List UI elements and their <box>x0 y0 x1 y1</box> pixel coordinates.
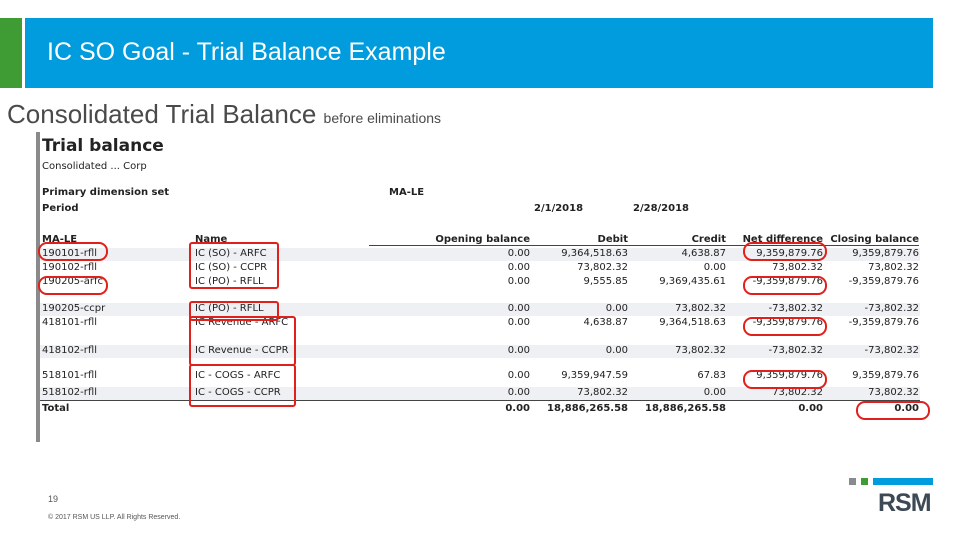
highlight-revenue-names <box>189 316 296 366</box>
row-opening: 0.00 <box>507 262 530 273</box>
row-account: 190205-ccpr <box>42 303 106 314</box>
row-closing: -9,359,879.76 <box>848 276 919 287</box>
col-header-closing: Closing balance <box>830 234 919 245</box>
row-credit: 73,802.32 <box>675 303 726 314</box>
period-end: 2/28/2018 <box>633 203 690 214</box>
title-band <box>25 18 933 88</box>
row-net: 9,359,879.76 <box>756 370 823 381</box>
col-header-credit: Credit <box>691 234 726 245</box>
row-net: -9,359,879.76 <box>752 276 823 287</box>
row-net: 73,802.32 <box>772 387 823 398</box>
highlight-account-190205 <box>38 276 108 295</box>
row-account: 418101-rfll <box>42 317 97 328</box>
row-closing: -9,359,879.76 <box>848 317 919 328</box>
row-credit: 4,638.87 <box>681 248 726 259</box>
copyright: © 2017 RSM US LLP. All Rights Reserved. <box>48 514 181 521</box>
report-company: Consolidated ... Corp <box>42 161 147 172</box>
rsm-logo <box>849 478 933 516</box>
col-header-net: Net difference <box>742 234 823 245</box>
highlight-net-row5 <box>743 317 827 336</box>
highlight-account-190101 <box>38 242 108 261</box>
row-account: 518101-rfll <box>42 370 97 381</box>
row-debit: 73,802.32 <box>577 262 628 273</box>
header-rule <box>369 245 919 246</box>
row-closing: 73,802.32 <box>868 262 919 273</box>
row-account: 418102-rfll <box>42 345 97 356</box>
row-account: 518102-rfll <box>42 387 97 398</box>
highlight-net-row1 <box>743 242 827 261</box>
subtitle-main: Consolidated Trial Balance <box>7 99 317 129</box>
row-credit: 67.83 <box>697 370 726 381</box>
total-label: Total <box>42 403 70 414</box>
row-debit: 4,638.87 <box>583 317 628 328</box>
logo-square-green <box>861 478 868 485</box>
row-net: -9,359,879.76 <box>752 317 823 328</box>
row-account: 190101-rfll <box>42 248 97 259</box>
row-opening: 0.00 <box>507 303 530 314</box>
col-header-name: Name <box>195 234 228 245</box>
row-name: IC (SO) - CCPR <box>195 262 268 273</box>
logo-bar-blue <box>873 478 933 485</box>
total-rule <box>40 400 920 401</box>
slide-title: IC SO Goal - Trial Balance Example <box>47 38 446 66</box>
row-credit: 0.00 <box>703 262 726 273</box>
col-header-debit: Debit <box>597 234 628 245</box>
highlight-cogs-names <box>189 364 296 407</box>
total-net: 0.00 <box>798 403 823 414</box>
row-debit: 0.00 <box>605 303 628 314</box>
slide-subtitle <box>7 99 441 130</box>
col-header-account: MA-LE <box>42 234 78 245</box>
row-name: IC (SO) - ARFC <box>195 248 267 259</box>
row-name: IC Revenue - ARFC <box>195 317 289 328</box>
subtitle-note: before eliminations <box>323 110 442 126</box>
highlight-net-row7 <box>743 370 827 389</box>
row-closing: 9,359,879.76 <box>852 248 919 259</box>
page-number: 19 <box>48 494 59 504</box>
period-label: Period <box>42 203 79 214</box>
row-opening: 0.00 <box>507 276 530 287</box>
row-debit: 9,359,947.59 <box>561 370 628 381</box>
row-opening: 0.00 <box>507 248 530 259</box>
highlight-total-closing <box>856 401 930 420</box>
dimension-value: MA-LE <box>389 187 425 198</box>
row-opening: 0.00 <box>507 387 530 398</box>
logo-square-gray <box>849 478 856 485</box>
total-opening: 0.00 <box>505 403 530 414</box>
row-net: -73,802.32 <box>768 345 823 356</box>
row-closing: -73,802.32 <box>864 345 919 356</box>
row-debit: 0.00 <box>605 345 628 356</box>
dimension-label: Primary dimension set <box>42 187 170 198</box>
logo-wordmark: RSM <box>878 489 931 517</box>
row-closing: 9,359,879.76 <box>852 370 919 381</box>
total-debit: 18,886,265.58 <box>547 403 628 414</box>
row-name: IC Revenue - CCPR <box>195 345 289 356</box>
row-net: 73,802.32 <box>772 262 823 273</box>
row-opening: 0.00 <box>507 345 530 356</box>
row-name: IC (PO) - RFLL <box>195 303 264 314</box>
total-credit: 18,886,265.58 <box>645 403 726 414</box>
row-name: IC (PO) - RFLL <box>195 276 264 287</box>
row-name: IC - COGS - ARFC <box>195 370 281 381</box>
row-opening: 0.00 <box>507 370 530 381</box>
row-credit: 9,369,435.61 <box>659 276 726 287</box>
row-credit: 73,802.32 <box>675 345 726 356</box>
row-opening: 0.00 <box>507 317 530 328</box>
row-name: IC - COGS - CCPR <box>195 387 281 398</box>
row-credit: 9,364,518.63 <box>659 317 726 328</box>
report-title: Trial balance <box>42 136 164 156</box>
row-account: 190205-arfc <box>42 276 104 287</box>
row-net: 9,359,879.76 <box>756 248 823 259</box>
highlight-net-row3 <box>743 276 827 295</box>
col-header-opening: Opening balance <box>435 234 530 245</box>
row-debit: 9,364,518.63 <box>561 248 628 259</box>
row-closing: -73,802.32 <box>864 303 919 314</box>
row-debit: 73,802.32 <box>577 387 628 398</box>
row-credit: 0.00 <box>703 387 726 398</box>
row-account: 190102-rfll <box>42 262 97 273</box>
period-start: 2/1/2018 <box>534 203 584 214</box>
accent-bar <box>0 18 22 88</box>
row-debit: 9,555.85 <box>583 276 628 287</box>
trial-balance-screenshot <box>36 132 930 442</box>
row-closing: 73,802.32 <box>868 387 919 398</box>
row-net: -73,802.32 <box>768 303 823 314</box>
total-closing: 0.00 <box>894 403 919 414</box>
highlight-so-names <box>189 242 279 289</box>
